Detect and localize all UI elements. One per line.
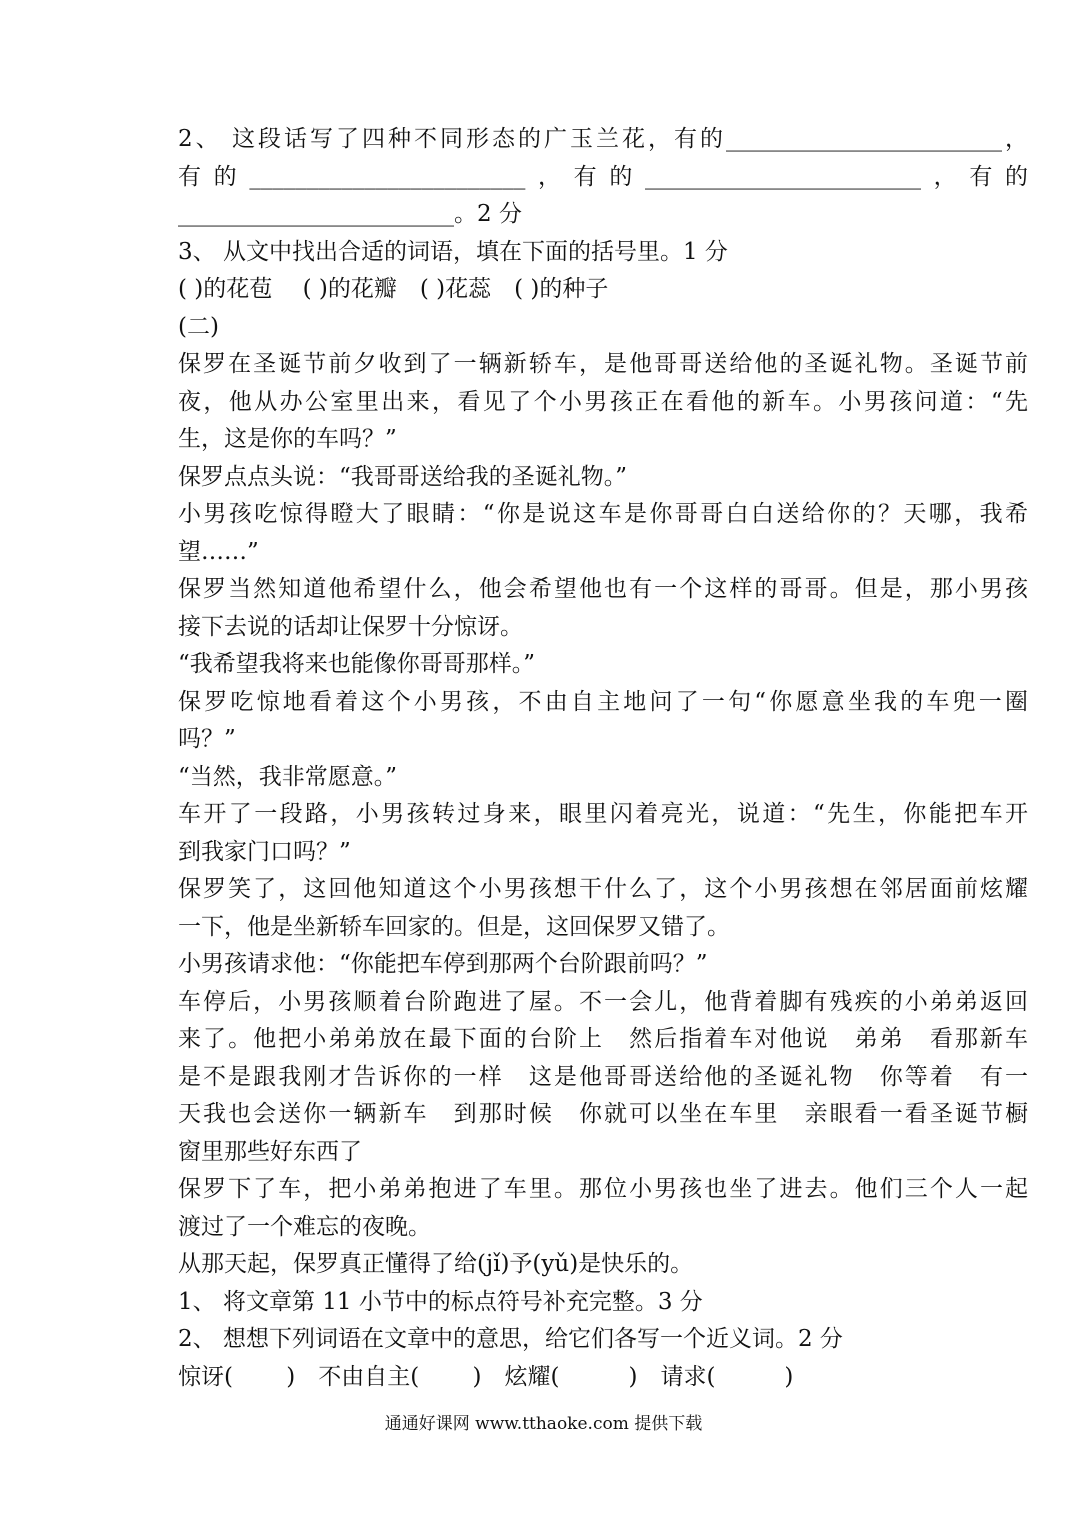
passage-line: 窗里那些好东西了 [178,1138,362,1165]
passage-line: “当然，我非常愿意。” [178,763,398,790]
page-footer: 通通好课网 www.tthaoke.com 提供下载 [384,1414,703,1434]
passage-line: 到我家门口吗？” [178,838,351,865]
q3-blanks: ( )的花苞 ( )的花瓣 ( )花蕊 ( )的种子 [178,276,609,302]
passage-line: 小男孩请求他：“你能把车停到那两个台阶跟前吗？” [178,951,708,977]
passage-line: 夜，他从办公室里出来，看见了个小男孩正在看他的新车。小男孩问道：“先 [178,388,1028,415]
passage-line: 保罗当然知道他希望什么，他会希望他也有一个这样的哥哥。但是，那小男孩 [178,576,1028,602]
passage-line: 望……” [178,538,259,565]
passage-line: 保罗点点头说：“我哥哥送给我的圣诞礼物。” [178,463,628,490]
passage-line: 车停后，小男孩顺着台阶跑进了屋。不一会儿，他背着脚有残疾的小弟弟返回 [178,988,1028,1015]
passage-line: 保罗下了车，把小弟弟抱进了车里。那位小男孩也坐了进去。他们三个人一起 [178,1176,1028,1202]
passage-line: 吗？” [178,726,236,752]
passage-line: 保罗在圣诞节前夕收到了一辆新轿车，是他哥哥送给他的圣诞礼物。圣诞节前 [178,351,1028,377]
passage-line: 接下去说的话却让保罗十分惊讶。 [178,613,523,640]
passage-line: 天我也会送你一辆新车 到那时候 你就可以坐在车里 亲眼看一看圣诞节橱 [178,1101,1028,1127]
q2-line-2: 有的________________________，有的________________________，有的 [178,163,1028,190]
passage-line: 生，这是你的车吗？” [178,426,397,452]
section-heading: (二) [178,313,219,340]
passage-line: 来了。他把小弟弟放在最下面的台阶上 然后指着车对他说 弟弟 看那新车 [178,1026,1028,1052]
passage-line: 一下，他是坐新轿车回家的。但是，这回保罗又错了。 [178,913,730,940]
question-2-blanks: 惊讶( ) 不由自主( ) 炫耀( ) 请求( ) [178,1363,794,1390]
q2-line-1: 2、 这段话写了四种不同形态的广玉兰花，有的________________________， [178,126,1028,152]
passage-line: 保罗吃惊地看着这个小男孩，不由自主地问了一句“你愿意坐我的车兜一圈 [178,688,1028,715]
passage-line: 是不是跟我刚才告诉你的一样 这是他哥哥送给他的圣诞礼物 你等着 有一 [178,1063,1028,1090]
q2-line-3: ________________________。2 分 [178,201,522,227]
passage-line: “我希望我将来也能像你哥哥那样。” [178,651,536,677]
passage-line: 从那天起，保罗真正懂得了给(jǐ)予(yǔ)是快乐的。 [178,1251,694,1277]
passage-line: 车开了一段路，小男孩转过身来，眼里闪着亮光，说道：“先生，你能把车开 [178,801,1028,827]
question-1: 1、 将文章第 11 小节中的标点符号补充完整。3 分 [178,1288,703,1315]
question-2: 2、 想想下列词语在文章中的意思，给它们各写一个近义词。2 分 [178,1326,843,1352]
q3-prompt: 3、 从文中找出合适的词语，填在下面的括号里。1 分 [178,238,728,265]
document-body [178,121,1028,1396]
passage-line: 渡过了一个难忘的夜晚。 [178,1213,431,1240]
passage-line: 小男孩吃惊得瞪大了眼睛：“你是说这车是你哥哥白白送给你的？天哪，我希 [178,501,1028,527]
passage-line: 保罗笑了，这回他知道这个小男孩想干什么了，这个小男孩想在邻居面前炫耀 [178,876,1028,902]
